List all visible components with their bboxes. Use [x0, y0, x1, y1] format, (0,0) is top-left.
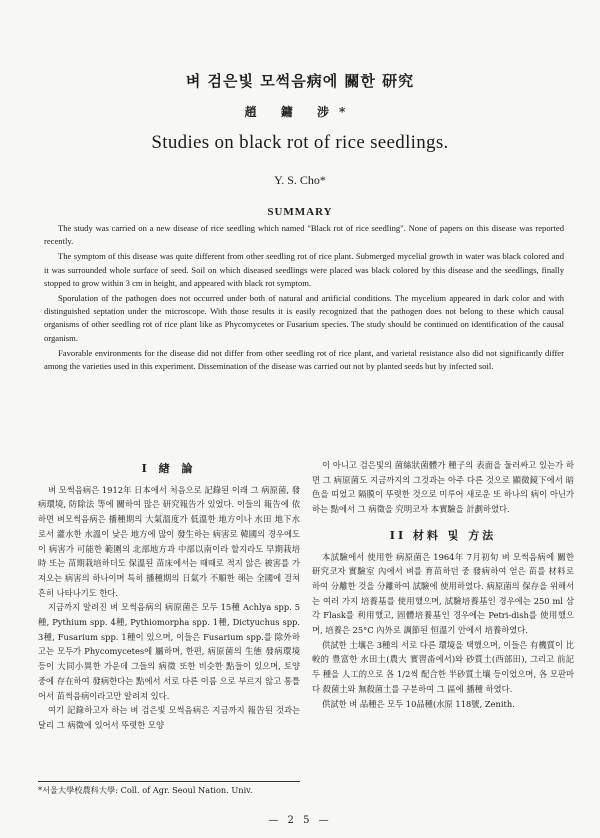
summary-heading: SUMMARY [267, 206, 333, 218]
summary-paragraph-2: The symptom of this disease was quite different from other seedling rot of rice plant. Submerged mycelial growth in water was black colored and it was surrounded whole surface of seed. Soil on which diseased seedlings were placed was black colored by this disease and the seedlings, finally stopped to grow within 3 cm in height, and appeared with black rot symptom. [44, 251, 564, 288]
affiliation-footnote: *서울大學校農科大學: Coll. of Agr. Seoul Nation. Univ. [38, 785, 253, 795]
author-english: Y. S. Cho* [274, 173, 326, 187]
summary-paragraph-4: Favorable environments for the disease did not differ from other seedling rot of rice plant, and varietal resistance also did not significantly differ among the varieties used in this experiment. Dissemination of the disease was carried out not by planted seeds but by infected soil. [44, 347, 564, 372]
paper-title-korean: 벼 검은빛 모썩음病에 關한 研究 [185, 72, 415, 90]
footnote-divider [38, 781, 300, 782]
left-column [38, 458, 300, 733]
page-number: — 2 5 — [268, 815, 332, 826]
summary-paragraph-1: The study was carried on a new disease of rice seedling which named "Black rot of rice seedling". None of papers on this disease was reported recently. [44, 223, 564, 247]
right-paragraph-3: 供試한 土壤은 3種의 서로 다른 環境을 택했으며, 이들은 有機質이 比較的 豊富한 水田土(農大 實習畓에서)와 砂質土(西部田), 그리고 前記 두 種을 人工的으로 各 1/2씩 配合한 半砂質土壤 등이었으며, 各 모판마다 殺菌土와 無殺菌土를 구분하여 그 區에 播種 하였다. [312, 639, 574, 694]
summary-paragraph-3: Sporulation of the pathogen does not occurred under both of natural and artificial conditions. The mycelium appeared in dark color and with distinguished septation under the microscope. With those results it is easily recognized that the pathogen does not belong to these which causal organisms of other seedling rot of rice plant like as Phycomycetes or Fusarium species. The study should be continued on identification of the causal organism. [44, 293, 564, 343]
paper-title-english: Studies on black rot of rice seedlings. [151, 132, 449, 153]
right-column [312, 458, 574, 711]
right-paragraph-2: 本試驗에서 使用한 病原菌은 1964年 7月初旬 벼 모썩음病에 關한 研究코자 實驗室 內에서 벼를 育苗하던 중 發病하여 얻은 苗를 材料로 하여 分離한 것을 分離하여 試驗에 使用하였다. 病原菌의 保存을 위해서는 여러 가지 培養基를 使用했으며, 試驗培養基인 경우에는 250 ml 삼각 Flask를 利用했고, 固體培養基인 경우에는 Petri-dish를 使用했으며, 培養은 25°C 內外로 調節된 恒溫기 안에서 培養하였다. [312, 551, 574, 636]
left-paragraph-2: 지금까지 알려진 벼 모썩음病의 病原菌은 모두 15種 Achlya spp. 5種, Pythium spp. 4種, Pythiomorpha spp. 1種, Dictyuchus spp. 3種, Fusarium spp. 1種이 있으며, 이들은 Fusarium spp.를 除外하고는 모두가 Phycomycetes에 屬하며, 한편, 病原菌의 生態 發病環境 등이 大同小異한 가운데 그들의 病徵 또한 비슷한 點들이 있으며, 토양 중에 存在하여 發病한다는 點에서 서로 다른 이름 으로 부르지 않고 통틀어서 苗썩음病이라고만 알려져 있다. [38, 602, 300, 701]
introduction-heading: I 緖 論 [141, 462, 197, 475]
left-paragraph-1: 벼 모썩음病은 1912年 日本에서 처음으로 記錄된 이래 그 病原菌, 發病環境, 防除法 等에 關하여 많은 研究報告가 있었다. 이들의 報告에 依하면 벼모썩음病은 播種期의 大氣溫度가 低溫한 地方이나 水田 地下水로서 灌水한 水溫이 낮은 地方에 많이 發生하는 病害로 韓國의 경우에도 이 病害가 可能한 範圍의 北部地方과 中部以南이라 할지라도 早期栽培時 또는 苗期栽培하더도 保溫된 苗床에서는 때때로 적지 않은 被害를 가져오는 病害의 하나이며 특히 播種期의 日氣가 不順한 해는 全國에 걸쳐 흔히 나타나기도 한다. [38, 484, 300, 598]
right-paragraph-1: 이 아니고 검은빛의 菌絲狀菌體가 種子의 表面을 둘러싸고 있는가 하면 그 病原菌도 지금까지의 그것과는 아주 다른 것으로 顯微鏡下에서 暗色을 띠었고 隔膜이 뚜렷한 것으로 미루어 새로운 또 하나의 病이 아닌가 하는 點에서 그 病徵을 究明코자 本實驗을 計劃하였다. [312, 460, 574, 515]
methods-heading: II 材料 및 方法 [389, 528, 497, 542]
right-paragraph-4: 供試한 벼 品種은 모두 10品種(水原 118號, Zenith. [322, 698, 515, 709]
summary-body [44, 222, 564, 375]
left-paragraph-3: 여기 記錄하고자 하는 벼 검은빛 모썩음病은 지금까지 報告된 것과는 달리 그 病徵에 있어서 뚜렷한 모양 [38, 705, 300, 730]
author-korean: 趙 鏞 涉* [244, 105, 356, 119]
